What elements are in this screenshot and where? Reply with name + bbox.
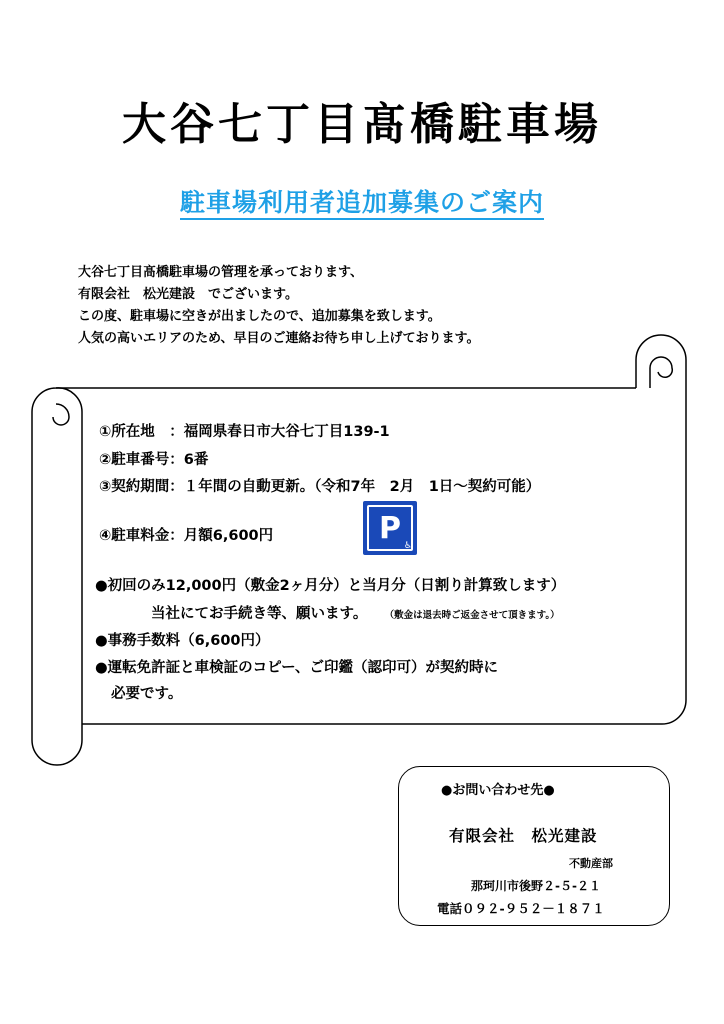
page-title: 大谷七丁目髙橋駐車場 bbox=[122, 99, 602, 150]
procedure-line bbox=[151, 602, 560, 623]
parking-sign-letter: P bbox=[367, 505, 413, 551]
parking-sign bbox=[363, 501, 417, 555]
initial-cost: ●初回のみ12,000円（敷金2ヶ月分）と当月分（日割り計算致します） bbox=[95, 578, 566, 594]
intro-line: 大谷七丁目髙橋駐車場の管理を承っております、 bbox=[78, 265, 363, 280]
contact-address: 那珂川市後野２-５-２１ bbox=[471, 879, 601, 893]
contact-department: 不動産部 bbox=[569, 857, 613, 870]
subtitle-text: 駐車場利用者追加募集のご案内 bbox=[180, 188, 544, 220]
detail-contract-period: ③契約期間：１年間の自動更新。（令和7年 2月 1日～契約可能） bbox=[99, 479, 541, 495]
contact-heading: ●お問い合わせ先● bbox=[441, 783, 555, 798]
detail-location: ①所在地 ：福岡県春日市大谷七丁目139-1 bbox=[99, 424, 390, 440]
contact-box bbox=[398, 766, 670, 926]
detail-space-number: ②駐車番号：6番 bbox=[99, 452, 209, 468]
admin-fee: ●事務手数料（6,600円） bbox=[95, 633, 270, 649]
wheelchair-icon: ♿ bbox=[403, 541, 412, 551]
procedure-text: 当社にてお手続き等、願います。 bbox=[151, 606, 368, 622]
contact-phone: 電話０９２-９５２－１８７１ bbox=[437, 901, 605, 916]
deposit-note: （敷金は退去時ご返金させて頂きます。） bbox=[389, 610, 560, 621]
documents-line-2: 必要です。 bbox=[111, 686, 183, 702]
intro-line: 有限会社 松光建設 でございます。 bbox=[78, 287, 298, 302]
contact-company: 有限会社 松光建設 bbox=[449, 827, 598, 845]
intro-line: この度、駐車場に空きが出ましたので、追加募集を致します。 bbox=[78, 309, 441, 324]
intro-line: 人気の高いエリアのため、早目のご連絡お待ち申し上げております。 bbox=[78, 331, 480, 346]
detail-fee: ④駐車料金：月額6,600円 bbox=[99, 528, 274, 544]
documents-line-1: ●運転免許証と車検証のコピー、ご印鑑（認印可）が契約時に bbox=[95, 660, 498, 676]
